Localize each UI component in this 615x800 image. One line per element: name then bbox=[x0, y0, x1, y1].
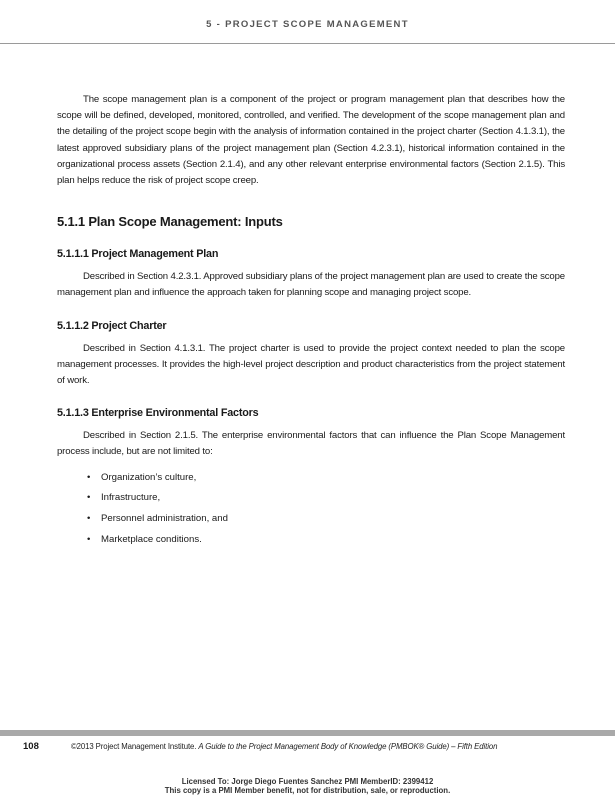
license-notice bbox=[0, 778, 615, 795]
list-item-text: Infrastructure, bbox=[101, 492, 161, 504]
subsection-heading-pm-plan: 5.1.1.1 Project Management Plan bbox=[57, 248, 219, 261]
subsection-text-charter: Described in Section 4.1.3.1. The project charter is used to provide the project context needed to plan the scope management processes. It provides the high-level project description and product characteristics from the project statement of work. bbox=[57, 342, 565, 387]
eef-bullet-list bbox=[57, 468, 565, 551]
list-item bbox=[87, 468, 565, 489]
list-item bbox=[87, 509, 565, 530]
license-line-1: Licensed To: Jorge Diego Fuentes Sanchez PMI MemberID: 2399412 bbox=[181, 777, 434, 786]
list-item bbox=[87, 488, 565, 509]
subsection-text-eef: Described in Section 2.1.5. The enterprise environmental factors that can influence the Plan Scope Management process include, but are not limited to: bbox=[57, 430, 565, 458]
bullet-icon: • bbox=[87, 513, 91, 525]
intro-paragraph: The scope management plan is a component of the project or program management plan that describes how the scope will be defined, developed, monitored, controlled, and verified. The development of the scope management plan and the detailing of the project scope begin with the analysis of information contained in the project charter (Section 4.1.3.1), the latest approved subsidiary plans of the project management plan (Section 4.2.3.1), historical information contained in the organizational process assets (Section 2.1.4), and any other relevant enterprise environmental factors (Section 2.1.5). This plan helps reduce the risk of project scope creep. bbox=[57, 94, 565, 187]
list-item-text: Organization’s culture, bbox=[101, 471, 197, 483]
copyright-prefix: ©2013 Project Management Institute. bbox=[71, 742, 199, 751]
subsection-text-pm-plan: Described in Section 4.2.3.1. Approved subsidiary plans of the project management plan are used to create the scope management plan and influence the approach taken for planning scope and managing project scope. bbox=[57, 271, 565, 299]
copyright-line bbox=[71, 742, 497, 751]
bullet-icon: • bbox=[87, 471, 91, 483]
list-item-text: Marketplace conditions. bbox=[101, 534, 202, 546]
bullet-icon: • bbox=[87, 534, 91, 546]
subsection-heading-charter: 5.1.1.2 Project Charter bbox=[57, 319, 167, 332]
list-item-text: Personnel administration, and bbox=[101, 513, 228, 525]
list-item bbox=[87, 530, 565, 551]
header-title: 5 - PROJECT SCOPE MANAGEMENT bbox=[206, 19, 409, 30]
license-line-2: This copy is a PMI Member benefit, not for distribution, sale, or reproduction. bbox=[164, 785, 451, 795]
section-heading: 5.1.1 Plan Scope Management: Inputs bbox=[57, 214, 283, 230]
bullet-icon: • bbox=[87, 492, 91, 504]
book-title: A Guide to the Project Management Body of Knowledge (PMBOK® Guide) – Fifth Edition bbox=[198, 742, 498, 751]
page-content bbox=[57, 92, 565, 551]
page-number: 108 bbox=[23, 741, 39, 752]
subsection-heading-eef: 5.1.1.3 Enterprise Environmental Factors bbox=[57, 407, 259, 420]
footer-divider bbox=[0, 730, 615, 736]
running-header bbox=[0, 0, 615, 44]
